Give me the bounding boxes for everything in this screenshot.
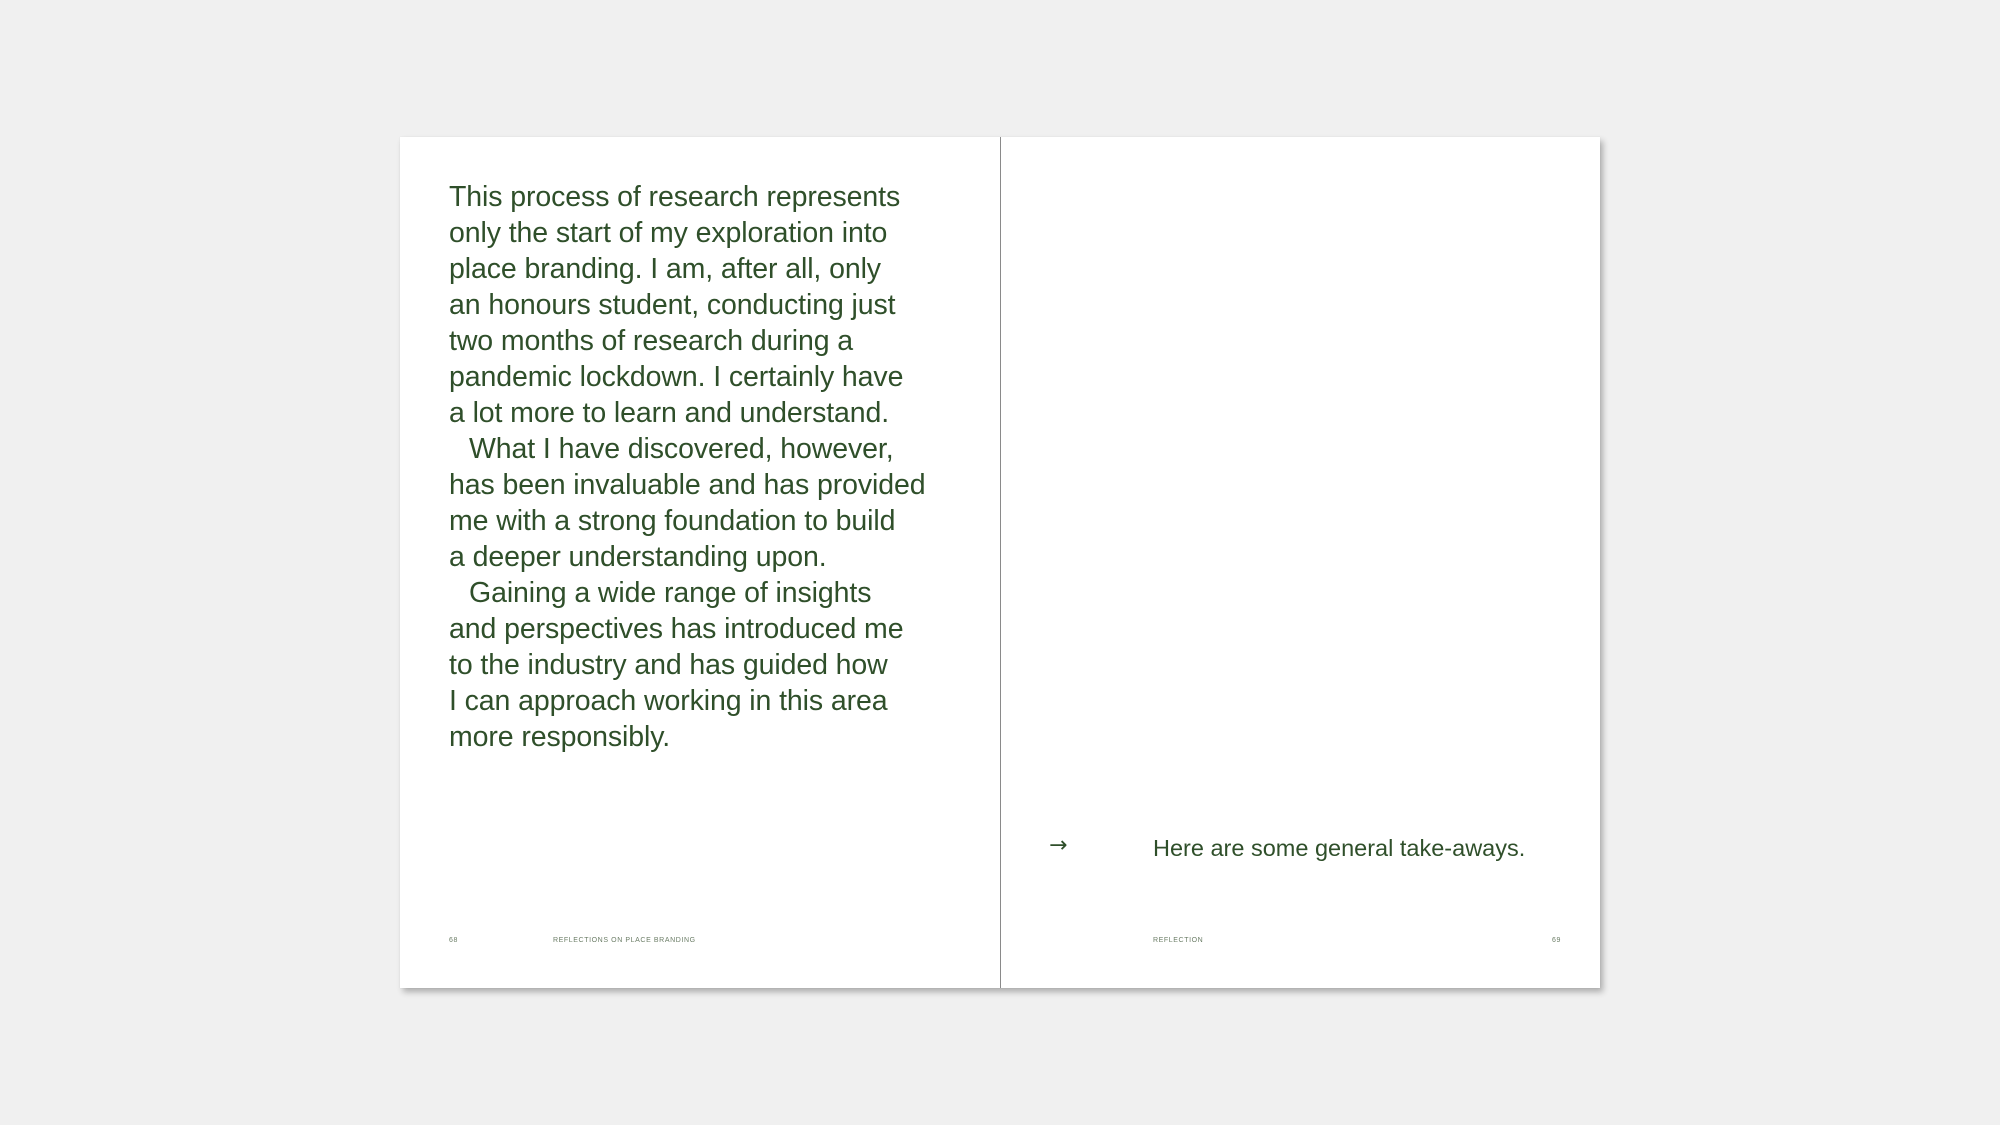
section-label: REFLECTION — [1153, 937, 1204, 944]
page-number-left: 68 — [449, 937, 458, 944]
arrow-right-icon: → — [1049, 833, 1068, 858]
left-page — [400, 137, 1000, 988]
right-page — [1001, 137, 1600, 988]
body-text — [449, 179, 969, 755]
book-spread — [400, 137, 1600, 988]
running-title: REFLECTIONS ON PLACE BRANDING — [553, 937, 696, 944]
paragraph-1: This process of research represents only the start of my exploration into place branding. I am, after all, only an honours student, conducting just two months of research during a pandemic lockdown. I certainly have a lot more to learn and understand. — [449, 181, 904, 429]
paragraph-2: What I have discovered, however, has been invaluable and has provided me with a strong foundation to build a deeper understanding upon. — [449, 433, 926, 573]
paragraph-3: Gaining a wide range of insights and perspectives has introduced me to the industry and has guided how I can approach working in this area more responsibly. — [449, 577, 904, 753]
page-number-right: 69 — [1552, 937, 1561, 944]
takeaway-text: Here are some general take-aways. — [1153, 835, 1526, 861]
